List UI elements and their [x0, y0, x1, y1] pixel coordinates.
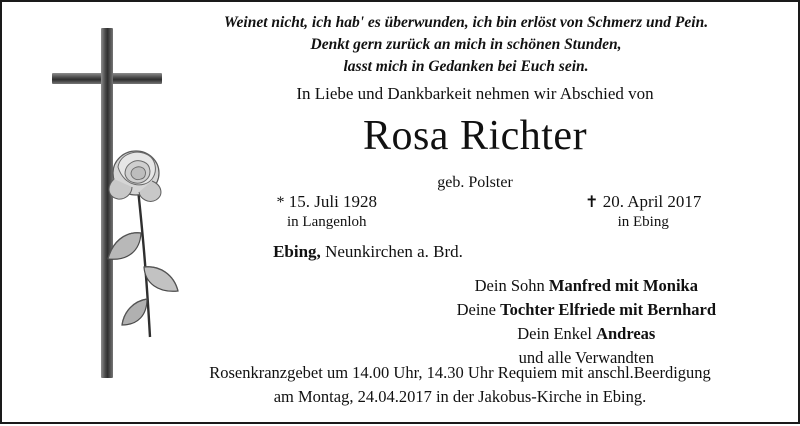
birth-date: 15. Juli 1928: [288, 192, 378, 211]
hometown-primary: Ebing,: [273, 242, 321, 261]
maiden-name: geb. Polster: [437, 174, 513, 191]
service-details: [142, 361, 778, 411]
mourner-name: Manfred mit Monika: [548, 276, 698, 295]
mourner-prefix: Deine: [456, 300, 501, 320]
hometown-secondary: Neunkirchen a. Brd.: [320, 242, 463, 261]
death-line: [508, 192, 778, 212]
mourners-list: [457, 274, 716, 370]
birth-symbol: *: [276, 194, 285, 211]
deceased-name: Rosa Richter: [362, 113, 588, 159]
birth-place: in Langenloh: [286, 214, 367, 230]
cross-dagger-icon: ✝: [585, 194, 599, 211]
hometown-line: [188, 242, 548, 262]
life-dates: [192, 192, 778, 231]
list-item: [457, 322, 716, 346]
death-block: [508, 192, 778, 231]
mourner-prefix: Dein Sohn: [474, 276, 549, 295]
mourner-prefix: und alle Verwandten: [518, 348, 654, 368]
verse-line-1: Weinet nicht, ich hab' es überwunden, ich bin erlöst von Schmerz und Pein.: [223, 14, 709, 31]
service-line-1: Rosenkranzgebet um 14.00 Uhr, 14.30 Uhr Requiem mit anschl.Beerdigung: [209, 362, 711, 382]
birth-block: [192, 192, 462, 231]
birth-line: [192, 192, 462, 212]
list-item: [457, 274, 716, 298]
death-date: 20. April 2017: [602, 192, 702, 211]
intro-text: In Liebe und Dankbarkeit nehmen wir Abschied von: [296, 84, 654, 103]
list-item: [457, 298, 716, 322]
death-place: in Ebing: [617, 214, 669, 230]
mourner-name: Andreas: [596, 324, 656, 344]
verse-line-2: Denkt gern zurück an mich in schönen Stunden,: [310, 36, 622, 53]
mourner-name: Tochter Elfriede mit Bernhard: [500, 300, 716, 320]
mourner-prefix: Dein Enkel: [517, 324, 597, 344]
service-line-2: am Montag, 24.04.2017 in der Jakobus-Kirche in Ebing.: [273, 387, 647, 407]
verse-text: [152, 12, 780, 78]
verse-line-3: lasst mich in Gedanken bei Euch sein.: [343, 58, 589, 75]
